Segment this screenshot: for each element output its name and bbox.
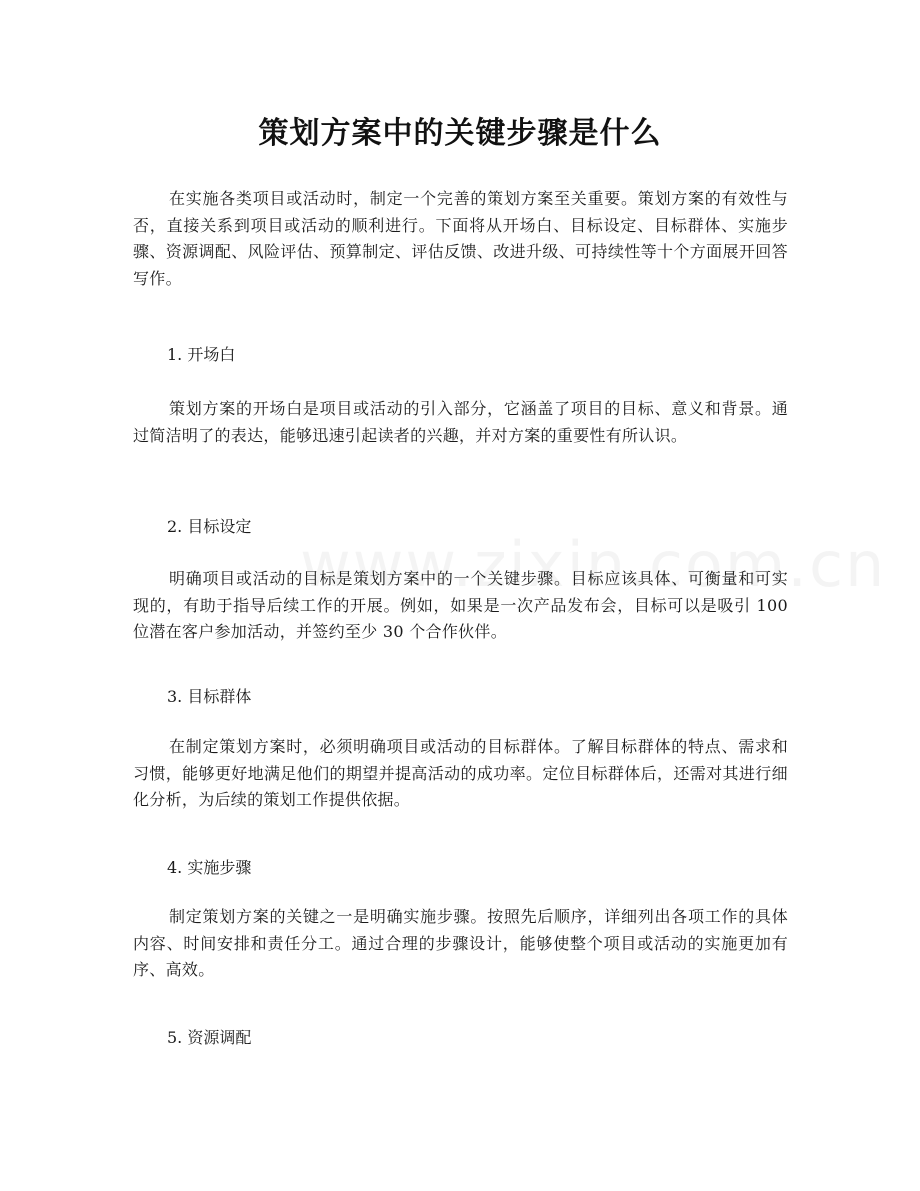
section-heading-1: 1. 开场白 [167, 345, 236, 364]
section-heading-3: 3. 目标群体 [167, 687, 252, 706]
section-heading-2: 2. 目标设定 [167, 517, 252, 536]
section-body-1: 策划方案的开场白是项目或活动的引入部分，它涵盖了项目的目标、意义和背景。通过简洁明了的表达，能够迅速引起读者的兴趣，并对方案的重要性有所认识。 [133, 399, 788, 445]
section-body-3: 在制定策划方案时，必须明确项目或活动的目标群体。了解目标群体的特点、需求和习惯，能够更好地满足他们的期望并提高活动的成功率。定位目标群体后，还需对其进行细化分析，为后续的策划工作提供依据。 [133, 737, 788, 809]
section-heading-4: 4. 实施步骤 [167, 858, 252, 877]
section-body-4: 制定策划方案的关键之一是明确实施步骤。按照先后顺序，详细列出各项工作的具体内容、时间安排和责任分工。通过合理的步骤设计，能够使整个项目或活动的实施更加有序、高效。 [133, 907, 788, 979]
intro-paragraph: 在实施各类项目或活动时，制定一个完善的策划方案至关重要。策划方案的有效性与否，直接关系到项目或活动的顺利进行。下面将从开场白、目标设定、目标群体、实施步骤、资源调配、风险评估、预算制定、评估反馈、改进升级、可持续性等十个方面展开回答写作。 [133, 189, 788, 288]
section-body-2: 明确项目或活动的目标是策划方案中的一个关键步骤。目标应该具体、可衡量和可实现的，有助于指导后续工作的开展。例如，如果是一次产品发布会，目标可以是吸引 100 位潜在客户参加活动，并签约至少 30 个合作伙伴。 [133, 569, 788, 641]
section-heading-5: 5. 资源调配 [167, 1028, 252, 1047]
page-title: 策划方案中的关键步骤是什么 [258, 116, 662, 151]
